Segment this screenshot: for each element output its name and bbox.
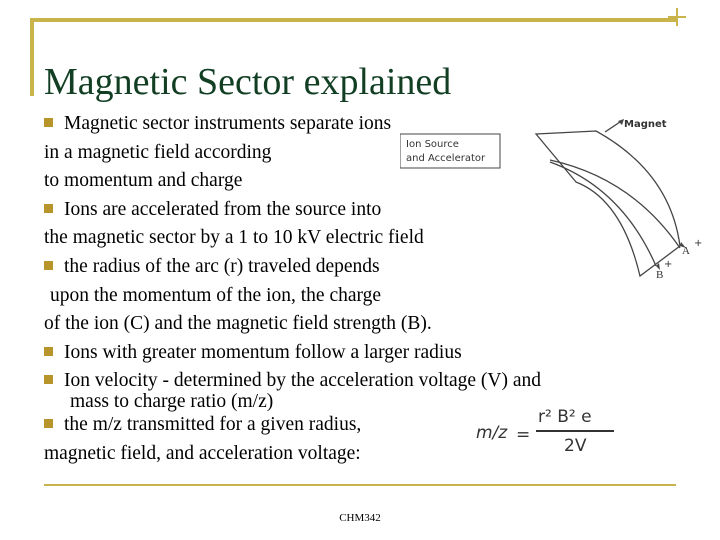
magnet-sector-shape	[536, 131, 680, 276]
mz-formula	[472, 404, 622, 464]
ion-source-label: Ion Source	[406, 139, 459, 150]
square-bullet-icon	[44, 261, 53, 270]
bullet-line: the radius of the arc (r) traveled depends	[44, 253, 704, 282]
label-b: B	[656, 269, 664, 281]
body-line: upon the momentum of the ion, the charge	[50, 284, 382, 306]
body-line: in a magnetic field according	[44, 141, 272, 163]
accelerator-label: and Accelerator	[406, 153, 486, 164]
square-bullet-icon	[44, 375, 53, 384]
body-line: mass to charge ratio (m/z)	[70, 390, 274, 412]
footer-rule	[44, 484, 676, 486]
frame-corner-mark-bar	[668, 16, 686, 18]
fraction-bar	[536, 430, 614, 432]
bullet-line: Magnetic sector instruments separate ions	[44, 110, 704, 139]
label-a-plus: +	[694, 238, 703, 249]
frame-horizontal-rule	[30, 18, 678, 22]
square-bullet-icon	[44, 419, 53, 428]
formula-denominator: 2V	[564, 436, 587, 456]
slide-title: Magnetic Sector explained	[44, 61, 452, 103]
body-line: magnetic field, and acceleration voltage:	[44, 442, 361, 464]
magnet-pointer	[605, 122, 620, 132]
body-line: to momentum and charge	[44, 170, 243, 192]
slide-footer: CHM342	[339, 512, 381, 524]
bullet-line: the m/z transmitted for a given radius,	[44, 411, 704, 440]
square-bullet-icon	[44, 347, 53, 356]
formula-lhs: m/z	[476, 423, 508, 443]
formula-equals: =	[516, 425, 531, 445]
body-line: the magnetic sector by a 1 to 10 kV electric field	[44, 227, 424, 249]
square-bullet-icon	[44, 204, 53, 213]
bullet-line: Ions are accelerated from the source into	[44, 196, 704, 225]
bullet-line: Ions with greater momentum follow a larger radius	[44, 339, 704, 368]
label-b-plus: +	[664, 259, 673, 270]
frame-vertical-rule	[30, 18, 34, 96]
label-a: A	[682, 245, 690, 257]
magnetic-sector-diagram	[400, 118, 705, 288]
square-bullet-icon	[44, 118, 53, 127]
formula-numerator: r² B² e	[538, 407, 592, 427]
bullet-line: Ion velocity - determined by the acceleration voltage (V) and	[44, 367, 704, 396]
magnet-label: Magnet	[624, 119, 667, 130]
body-line: of the ion (C) and the magnetic field strength (B).	[44, 313, 432, 335]
ion-path-b	[550, 162, 656, 266]
